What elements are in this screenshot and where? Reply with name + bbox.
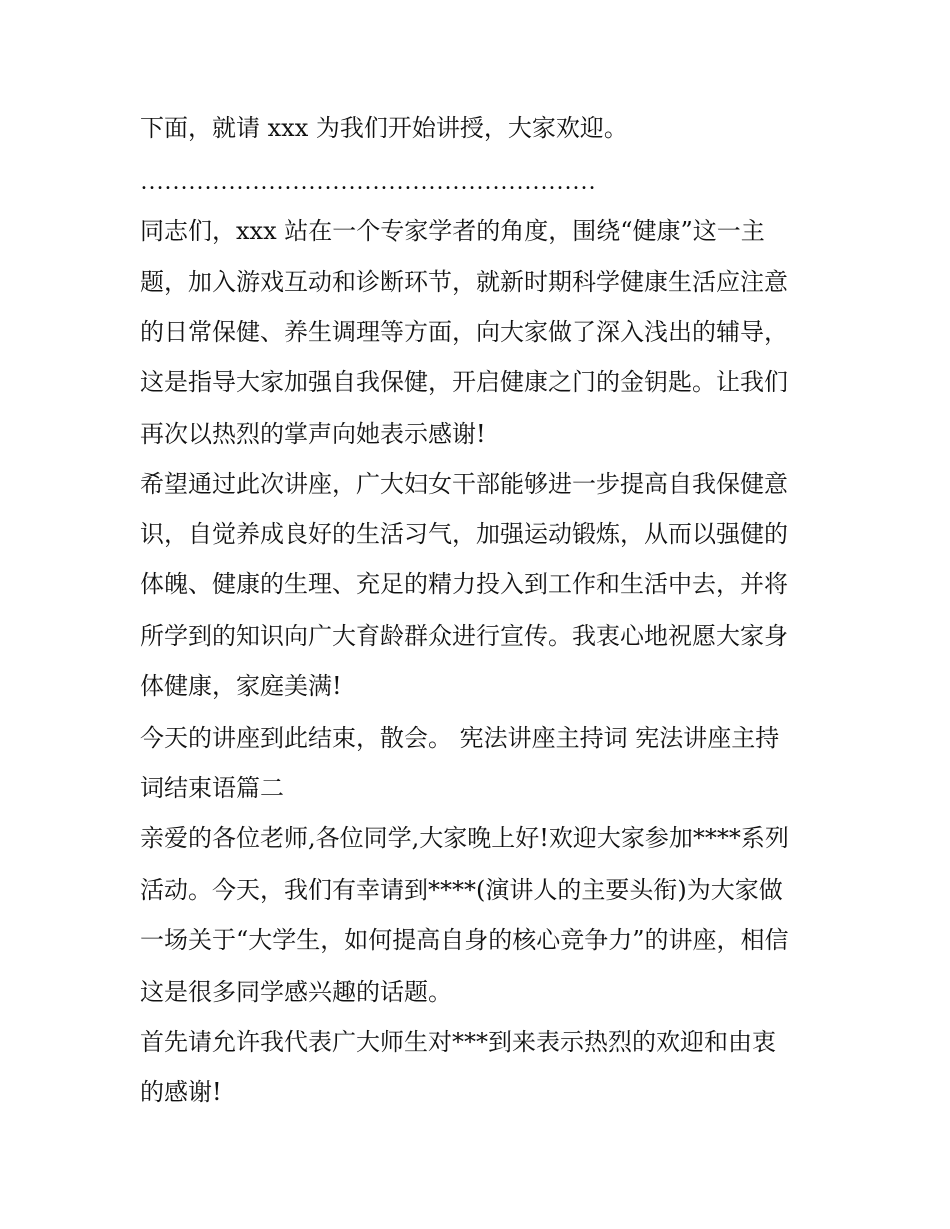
paragraph-line: 这是很多同学感兴趣的话题。 bbox=[140, 978, 452, 1006]
paragraph-line: 的日常保健、养生调理等方面，向大家做了深入浅出的辅导， bbox=[140, 318, 788, 346]
paragraph-line: 一场关于“大学生，如何提高自身的核心竞争力”的讲座，相信 bbox=[140, 926, 789, 954]
paragraph-line: 这是指导大家加强自我保健，开启健康之门的金钥匙。让我们 bbox=[140, 368, 788, 396]
paragraph-line: 体健康，家庭美满! bbox=[140, 672, 342, 700]
paragraph-line: 词结束语篇二 bbox=[140, 774, 284, 802]
paragraph-line: 再次以热烈的掌声向她表示感谢! bbox=[140, 420, 486, 448]
paragraph-line: 首先请允许我代表广大师生对***到来表示热烈的欢迎和由衷 bbox=[140, 1028, 776, 1056]
paragraph-line: 今天的讲座到此结束，散会。 宪法讲座主持词 宪法讲座主持 bbox=[140, 724, 780, 752]
paragraph-line: 的感谢! bbox=[140, 1078, 222, 1106]
paragraph-line: 活动。今天，我们有幸请到****(演讲人的主要头衔)为大家做 bbox=[140, 876, 783, 904]
paragraph-line: 亲爱的各位老师,各位同学,大家晚上好!欢迎大家参加****系列 bbox=[140, 824, 789, 852]
paragraph-line: 同志们，xxx 站在一个专家学者的角度，围绕“健康”这一主 bbox=[140, 217, 765, 245]
paragraph-line: 题，加入游戏互动和诊断环节，就新时期科学健康生活应注意 bbox=[140, 268, 788, 296]
paragraph-line: 识，自觉养成良好的生活习气，加强运动锻炼，从而以强健的 bbox=[140, 520, 788, 548]
ellipsis-separator: ………………………………………………… bbox=[140, 169, 596, 195]
paragraph-line: 下面，就请 xxx 为我们开始讲授，大家欢迎。 bbox=[140, 114, 628, 142]
paragraph-line: 所学到的知识向广大育龄群众进行宣传。我衷心地祝愿大家身 bbox=[140, 622, 788, 650]
paragraph-line: 体魄、健康的生理、充足的精力投入到工作和生活中去，并将 bbox=[140, 570, 788, 598]
paragraph-line: 希望通过此次讲座，广大妇女干部能够进一步提高自我保健意 bbox=[140, 470, 788, 498]
